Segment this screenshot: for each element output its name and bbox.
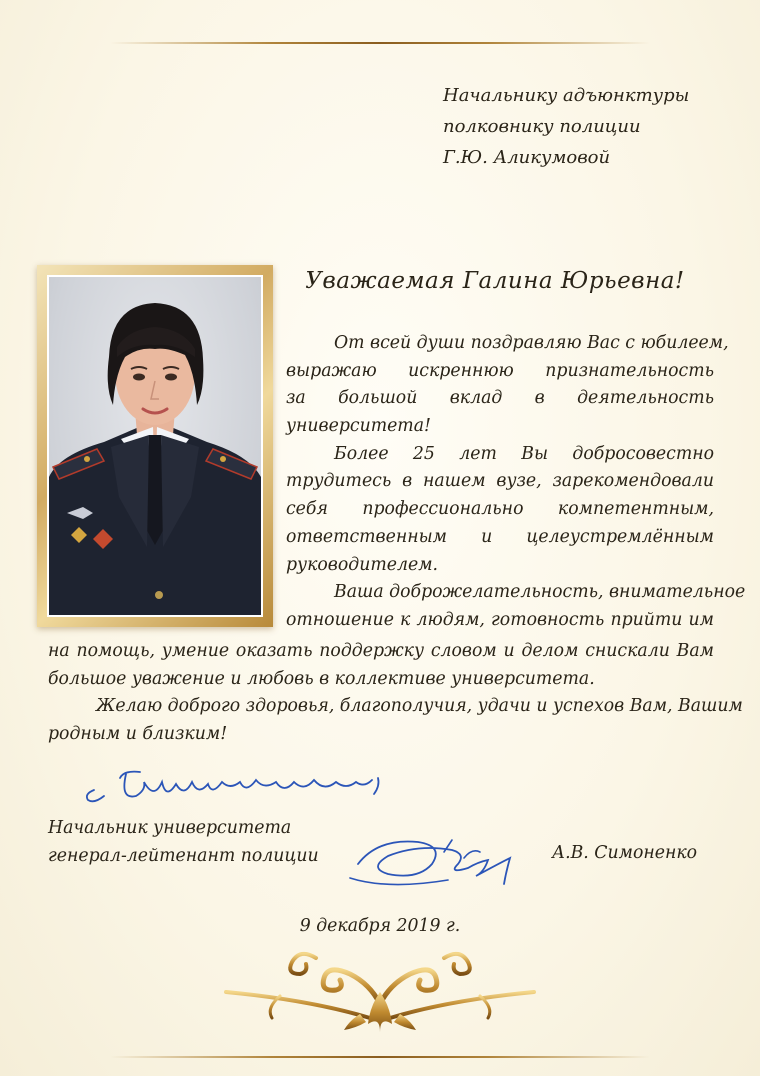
- body-line: большое уважение и любовь в коллективе университета.: [48, 668, 595, 689]
- handwritten-regards: [80, 760, 390, 810]
- signatory-title-line-2: генерал-лейтенант полиции: [48, 846, 319, 866]
- addressee-line-2: полковнику полиции: [443, 116, 641, 137]
- gold-scroll-ornament-icon: [220, 944, 540, 1034]
- greeting-heading: Уважаемая Галина Юрьевна!: [305, 268, 685, 294]
- body-line: родным и близким!: [48, 724, 228, 745]
- body-line: отношение к людям, готовность прийти им: [286, 609, 714, 630]
- body-line: руководителем.: [286, 554, 439, 575]
- body-line: за большой вклад в деятельность: [286, 388, 714, 409]
- signatory-title-line-1: Начальник университета: [48, 818, 292, 838]
- handwritten-signature: [348, 828, 528, 898]
- portrait-frame: [37, 265, 273, 627]
- signatory-name: А.В. Симоненко: [552, 843, 698, 863]
- addressee-block: [443, 80, 689, 173]
- body-line: Желаю доброго здоровья, благополучия, удачи и успехов Вам, Вашим: [96, 696, 743, 717]
- body-line: ответственным и целеустремлённым: [286, 526, 714, 547]
- signatory-title: [48, 814, 319, 870]
- body-line: От всей души поздравляю Вас с юбилеем,: [334, 333, 729, 353]
- body-line: Ваша доброжелательность, внимательное: [334, 582, 746, 603]
- body-line: на помощь, умение оказать поддержку словом и делом снискали Вам: [48, 641, 714, 661]
- letter-body-right-column: [286, 330, 746, 635]
- top-decorative-rule: [110, 42, 650, 44]
- letter-body-full-width: [48, 638, 743, 749]
- body-line: Более 25 лет Вы добросовестно: [334, 443, 714, 464]
- addressee-line-1: Начальнику адъюнктуры: [443, 85, 690, 106]
- body-line: университета!: [286, 416, 431, 437]
- letter-date: 9 декабря 2019 г.: [299, 916, 461, 936]
- body-line: себя профессионально компетентным,: [286, 499, 714, 520]
- body-line: трудитесь в нашем вузе, зарекомендовали: [286, 471, 714, 492]
- bottom-decorative-rule: [110, 1056, 650, 1058]
- portrait-illustration: [49, 277, 261, 615]
- portrait-photo: [49, 277, 261, 615]
- addressee-line-3: Г.Ю. Аликумовой: [443, 147, 611, 168]
- body-line: выражаю искреннюю признательность: [286, 360, 714, 381]
